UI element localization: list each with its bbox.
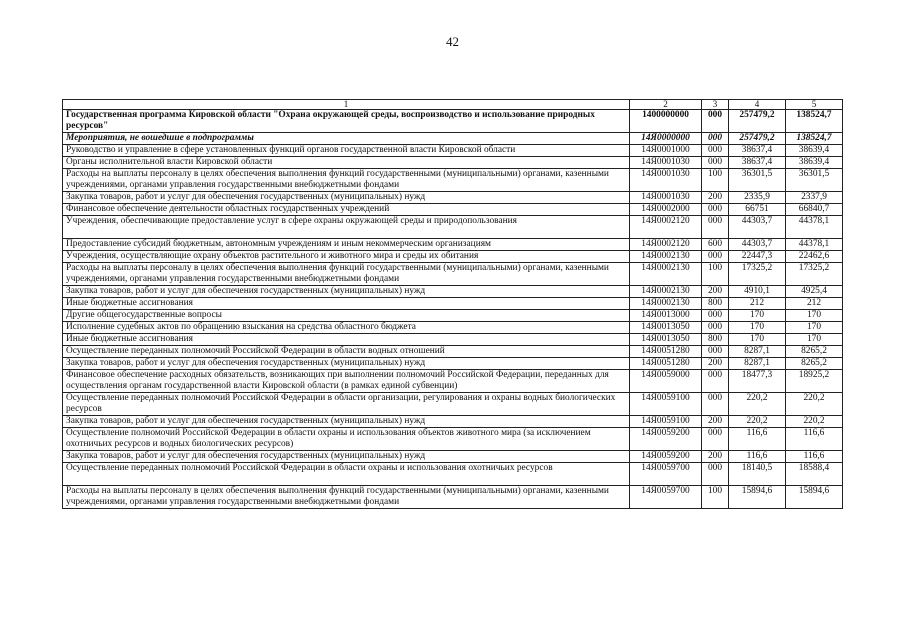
row-name-cell: Учреждения, обеспечивающие предоставление услуг в сфере охраны окружающей среды и природопользования [63,216,630,239]
row-amount-2-cell: 8265,2 [786,358,843,370]
row-code-cell: 14Я0059100 [630,416,702,428]
row-code-cell: 14Я0059700 [630,463,702,486]
row-code-cell: 14Я0059700 [630,486,702,509]
table-row [63,192,843,204]
row-expense-type-cell: 200 [702,286,729,298]
row-name-cell: Закупка товаров, работ и услуг для обеспечения государственных (муниципальных) нужд [63,192,630,204]
row-expense-type-cell: 200 [702,192,729,204]
table-row [63,251,843,263]
row-amount-1-cell: 15894,6 [729,486,786,509]
row-amount-2-cell: 22462,6 [786,251,843,263]
table-row [63,263,843,286]
row-amount-1-cell: 116,6 [729,451,786,463]
budget-table-body [63,100,843,509]
row-name-cell: Закупка товаров, работ и услуг для обеспечения государственных (муниципальных) нужд [63,451,630,463]
row-name-cell: Иные бюджетные ассигнования [63,334,630,346]
row-name-cell: Закупка товаров, работ и услуг для обеспечения государственных (муниципальных) нужд [63,286,630,298]
row-amount-1-cell: 66751 [729,204,786,216]
row-name-cell: Исполнение судебных актов по обращению взыскания на средства областного бюджета [63,322,630,334]
row-amount-1-cell: 170 [729,310,786,322]
row-expense-type-cell: 000 [702,251,729,263]
column-header-5: 5 [786,100,843,110]
budget-table [62,99,843,509]
row-amount-2-cell: 44378,1 [786,239,843,251]
row-amount-2-cell: 170 [786,334,843,346]
table-row [63,239,843,251]
row-code-cell: 14Я0001030 [630,157,702,169]
table-row [63,298,843,310]
row-expense-type-cell: 000 [702,310,729,322]
row-code-cell: 14Я0002130 [630,263,702,286]
column-header-2: 2 [630,100,702,110]
column-header-4: 4 [729,100,786,110]
row-name-cell: Расходы на выплаты персоналу в целях обеспечения выполнения функций государственными (муниципальными) органами, казенными учреждениями, органами управления государственными внебюджетными фондами [63,486,630,509]
row-amount-2-cell: 212 [786,298,843,310]
row-amount-1-cell: 36301,5 [729,169,786,192]
row-expense-type-cell: 000 [702,216,729,239]
table-row [63,145,843,157]
row-amount-1-cell: 116,6 [729,428,786,451]
row-expense-type-cell: 200 [702,416,729,428]
row-amount-2-cell: 138524,7 [786,133,843,145]
row-name-cell: Закупка товаров, работ и услуг для обеспечения государственных (муниципальных) нужд [63,416,630,428]
row-amount-2-cell: 116,6 [786,451,843,463]
row-name-cell: Иные бюджетные ассигнования [63,298,630,310]
row-amount-1-cell: 212 [729,298,786,310]
row-expense-type-cell: 000 [702,322,729,334]
row-name-cell: Финансовое обеспечение деятельности областных государственных учреждений [63,204,630,216]
row-name-cell: Государственная программа Кировской области "Охрана окружающей среды, воспроизводство и использование природных ресурсов" [63,110,630,133]
row-amount-1-cell: 170 [729,334,786,346]
row-name-cell: Закупка товаров, работ и услуг для обеспечения государственных (муниципальных) нужд [63,358,630,370]
row-amount-1-cell: 38637,4 [729,157,786,169]
row-amount-2-cell: 2337,9 [786,192,843,204]
row-code-cell: 14Я0002130 [630,286,702,298]
row-expense-type-cell: 100 [702,263,729,286]
table-row [63,133,843,145]
row-amount-1-cell: 220,2 [729,393,786,416]
row-code-cell: 14Я0000000 [630,133,702,145]
table-row [63,322,843,334]
row-name-cell: Другие общегосударственные вопросы [63,310,630,322]
row-expense-type-cell: 000 [702,204,729,216]
table-row [63,110,843,133]
row-expense-type-cell: 000 [702,463,729,486]
row-amount-1-cell: 17325,2 [729,263,786,286]
row-amount-1-cell: 220,2 [729,416,786,428]
row-code-cell: 14Я0013050 [630,322,702,334]
row-amount-2-cell: 38639,4 [786,145,843,157]
row-amount-1-cell: 4910,1 [729,286,786,298]
table-row [63,451,843,463]
row-code-cell: 14Я0059000 [630,370,702,393]
row-amount-2-cell: 66840,7 [786,204,843,216]
row-name-cell: Финансовое обеспечение расходных обязательств, возникающих при выполнении полномочий Российской Федерации, переданных для осуществления органам государственной власти Кировской области (в рамках единой субвенции) [63,370,630,393]
row-amount-2-cell: 36301,5 [786,169,843,192]
row-amount-2-cell: 38639,4 [786,157,843,169]
table-row [63,358,843,370]
row-amount-1-cell: 38637,4 [729,145,786,157]
row-code-cell: 14Я0051280 [630,358,702,370]
table-row [63,428,843,451]
row-amount-2-cell: 220,2 [786,416,843,428]
column-header-3: 3 [702,100,729,110]
page-number: 42 [446,34,459,49]
table-row [63,393,843,416]
row-name-cell: Предоставление субсидий бюджетным, автономным учреждениям и иным некоммерческим организациям [63,239,630,251]
row-amount-2-cell: 138524,7 [786,110,843,133]
row-code-cell: 14Я0001030 [630,169,702,192]
row-amount-2-cell: 8265,2 [786,346,843,358]
row-code-cell: 14Я0059200 [630,451,702,463]
row-code-cell: 14Я0002130 [630,251,702,263]
row-expense-type-cell: 800 [702,298,729,310]
row-name-cell: Органы исполнительной власти Кировской области [63,157,630,169]
row-code-cell: 14Я0059100 [630,393,702,416]
row-amount-2-cell: 15894,6 [786,486,843,509]
table-row [63,463,843,486]
table-row [63,286,843,298]
row-expense-type-cell: 000 [702,428,729,451]
row-amount-1-cell: 44303,7 [729,239,786,251]
row-code-cell: 14Я0002120 [630,239,702,251]
row-code-cell: 14Я0001030 [630,192,702,204]
row-amount-1-cell: 2335,9 [729,192,786,204]
row-code-cell: 14Я0013050 [630,334,702,346]
row-code-cell: 14Я0001000 [630,145,702,157]
table-row [63,157,843,169]
row-code-cell: 14Я0002000 [630,204,702,216]
row-name-cell: Осуществление переданных полномочий Российской Федерации в области водных отношений [63,346,630,358]
row-expense-type-cell: 000 [702,393,729,416]
row-expense-type-cell: 000 [702,145,729,157]
row-name-cell: Расходы на выплаты персоналу в целях обеспечения выполнения функций государственными (муниципальными) органами, казенными учреждениями, органами управления государственными внебюджетными фондами [63,169,630,192]
row-amount-1-cell: 170 [729,322,786,334]
row-name-cell: Руководство и управление в сфере установленных функций органов государственной власти Кировской области [63,145,630,157]
column-header-1: 1 [63,100,630,110]
table-row [63,370,843,393]
row-code-cell: 14Я0002120 [630,216,702,239]
row-expense-type-cell: 100 [702,486,729,509]
row-code-cell: 14Я0013000 [630,310,702,322]
table-row [63,334,843,346]
row-amount-2-cell: 17325,2 [786,263,843,286]
row-amount-2-cell: 116,6 [786,428,843,451]
row-amount-1-cell: 22447,3 [729,251,786,263]
row-code-cell: 1400000000 [630,110,702,133]
row-amount-1-cell: 257479,2 [729,110,786,133]
row-expense-type-cell: 800 [702,334,729,346]
row-expense-type-cell: 200 [702,451,729,463]
row-amount-2-cell: 220,2 [786,393,843,416]
row-amount-2-cell: 170 [786,322,843,334]
row-expense-type-cell: 000 [702,346,729,358]
row-amount-1-cell: 8287,1 [729,346,786,358]
row-amount-1-cell: 18140,5 [729,463,786,486]
table-row [63,216,843,239]
row-name-cell: Осуществление переданных полномочий Российской Федерации в области организации, регулирования и охраны водных биологических ресурсов [63,393,630,416]
row-code-cell: 14Я0051280 [630,346,702,358]
table-row [63,310,843,322]
row-expense-type-cell: 000 [702,370,729,393]
row-expense-type-cell: 000 [702,157,729,169]
row-code-cell: 14Я0002130 [630,298,702,310]
row-amount-2-cell: 44378,1 [786,216,843,239]
row-code-cell: 14Я0059200 [630,428,702,451]
table-row [63,416,843,428]
row-amount-2-cell: 170 [786,310,843,322]
row-amount-1-cell: 18477,3 [729,370,786,393]
table-row [63,346,843,358]
row-expense-type-cell: 000 [702,133,729,145]
row-expense-type-cell: 100 [702,169,729,192]
row-name-cell: Расходы на выплаты персоналу в целях обеспечения выполнения функций государственными (муниципальными) органами, казенными учреждениями, органами управления государственными внебюджетными фондами [63,263,630,286]
row-amount-2-cell: 18925,2 [786,370,843,393]
row-amount-2-cell: 4925,4 [786,286,843,298]
table-row [63,204,843,216]
row-amount-1-cell: 8287,1 [729,358,786,370]
row-amount-1-cell: 44303,7 [729,216,786,239]
row-expense-type-cell: 000 [702,110,729,133]
table-row [63,486,843,509]
row-amount-1-cell: 257479,2 [729,133,786,145]
row-amount-2-cell: 18588,4 [786,463,843,486]
table-row [63,169,843,192]
row-expense-type-cell: 600 [702,239,729,251]
row-name-cell: Учреждения, осуществляющие охрану объектов растительного и животного мира и среды их обитания [63,251,630,263]
row-name-cell: Осуществление полномочий Российской Федерации в области охраны и использования объектов животного мира (за исключением охотничьих ресурсов и водных биологических ресурсов) [63,428,630,451]
row-name-cell: Осуществление переданных полномочий Российской Федерации в области охраны и использования охотничьих ресурсов [63,463,630,486]
row-name-cell: Мероприятия, не вошедшие в подпрограммы [63,133,630,145]
row-expense-type-cell: 200 [702,358,729,370]
table-header-row [63,100,843,110]
